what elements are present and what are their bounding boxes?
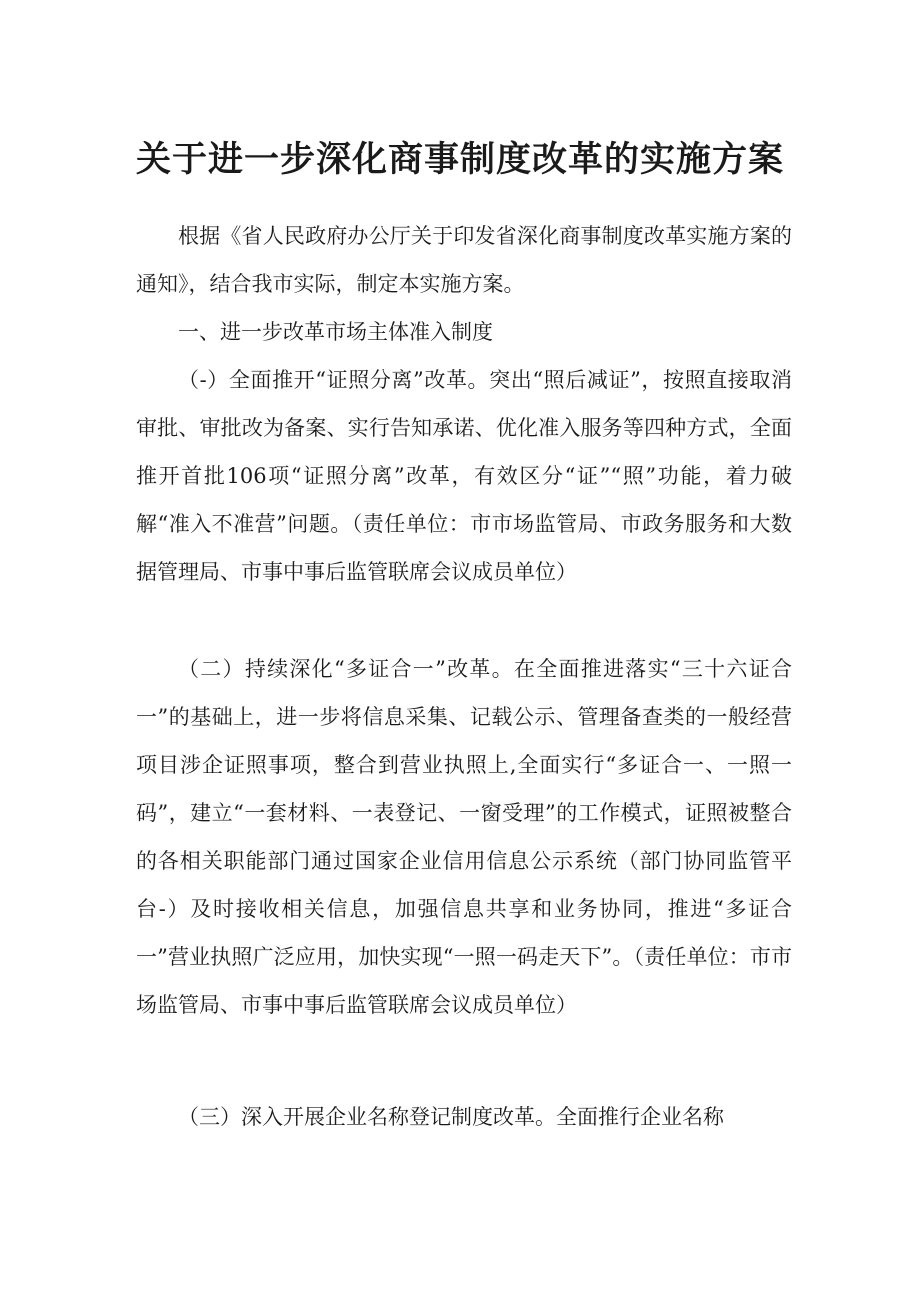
document-title: 关于进一步深化商事制度改革的实施方案 (135, 139, 784, 181)
section-1-paragraph (136, 356, 792, 596)
section-1-text: （-）全面推开“证照分离”改革。突出“照后减证”，按照直接取消审批、审批改为备案、实行告知承诺、优化准入服务等四种方式，全面推开首批106项“证照分离”改革，有效区分“证”“照”功能，着力破解“准入不准营”问题。（责任单位：市市场监管局、市政务服务和大数据管理局、市事中事后监管联席会议成员单位） (136, 368, 792, 584)
section-heading-1-text: 一、进一步改革市场主体准入制度 (178, 320, 493, 344)
intro-text: 根据《省人民政府办公厅关于印发省深化商事制度改革实施方案的通知》，结合我市实际，制定本实施方案。 (136, 224, 792, 296)
section-3-paragraph (136, 1093, 792, 1141)
section-2-text: （二）持续深化“多证合一”改革。在全面推进落实“三十六证合一”的基础上，进一步将信息采集、记载公示、管理备查类的一般经营项目涉企证照事项，整合到营业执照上,全面实行“多证合一、一照一码”，建立“一套材料、一表登记、一窗受理”的工作模式，证照被整合的各相关职能部门通过国家企业信用信息公示系统（部门协同监管平台-）及时接收相关信息，加强信息共享和业务协同，推进“多证合一”营业执照广泛应用，加快实现“一照一码走天下”。（责任单位：市市场监管局、市事中事后监管联席会议成员单位） (136, 657, 792, 1017)
section-heading-1 (136, 308, 792, 356)
section-2-paragraph (136, 645, 792, 1029)
intro-paragraph (136, 212, 792, 308)
section-3-text: （三）深入开展企业名称登记制度改革。全面推行企业名称 (178, 1105, 724, 1129)
